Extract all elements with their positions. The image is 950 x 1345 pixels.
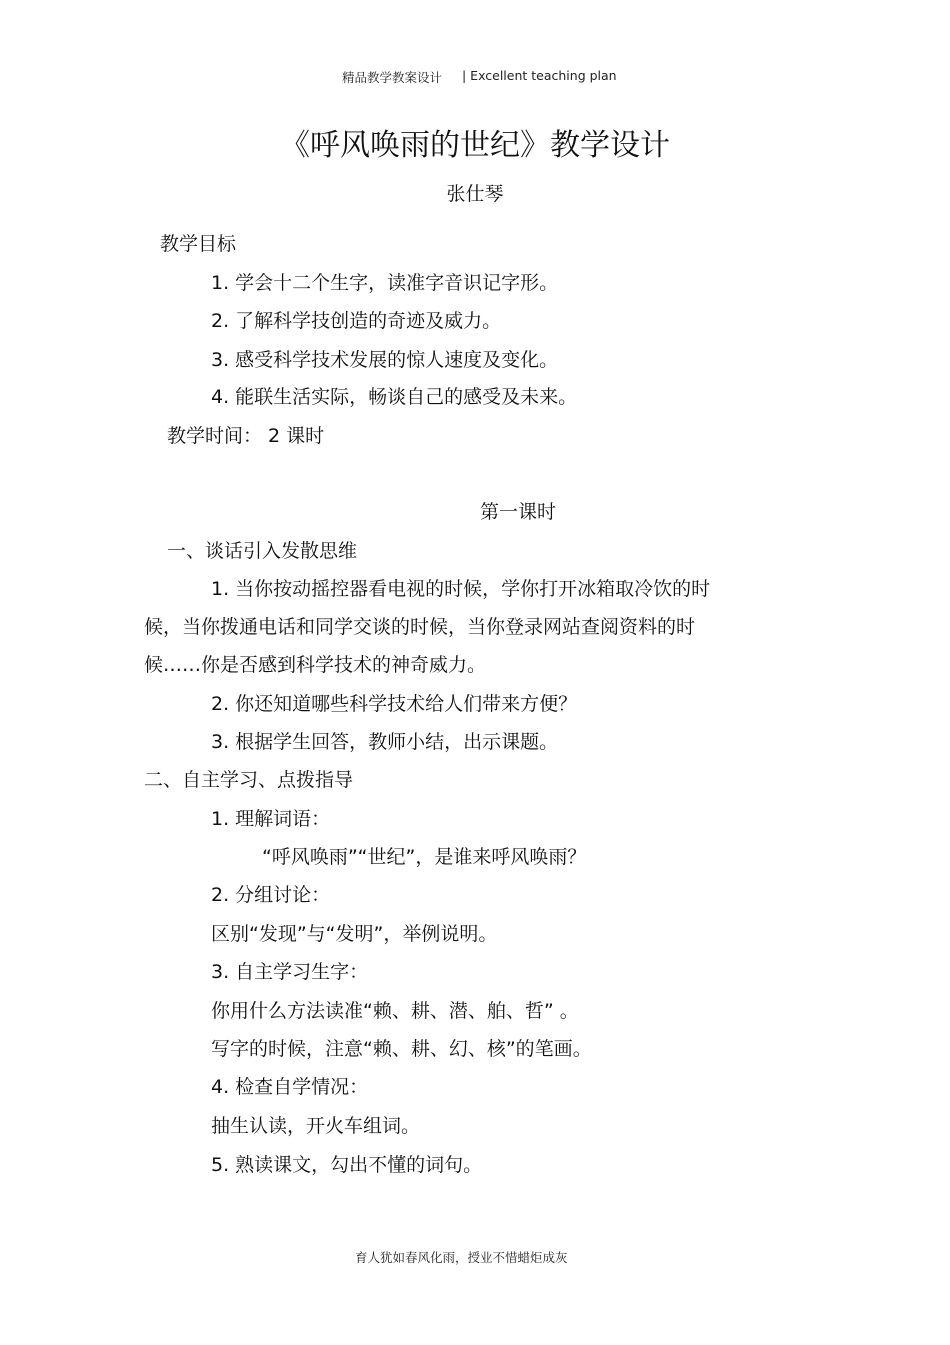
section2-item1: 1. 理解词语：: [211, 808, 331, 830]
section1-p3: 3. 根据学生回答，教师小结，出示课题。: [211, 731, 559, 753]
author-name-text: 张仕琴: [446, 183, 504, 205]
section2-heading: 二、自主学习、点拨指导: [144, 769, 354, 791]
author-name: [0, 179, 950, 206]
lesson-time: 教学时间： 2 课时: [167, 425, 325, 447]
section1-heading: 一、谈话引入发散思维: [167, 540, 358, 562]
section1-p1-line1: 1. 当你按动摇控器看电视的时候，学你打开冰箱取冷饮的时: [211, 578, 711, 600]
section1-p1-line3: 候……你是否感到科学技术的神奇威力。: [144, 654, 487, 676]
section2-item3: 3. 自主学习生字：: [211, 961, 369, 983]
goal-item-2: 2. 了解科学技创造的奇迹及威力。: [211, 310, 502, 332]
section2-item1-text: “呼风唤雨”“世纪”，是谁来呼风唤雨？: [262, 846, 587, 868]
goals-heading: 教学目标: [160, 233, 237, 255]
section2-item2: 2. 分组讨论：: [211, 884, 331, 906]
section2-item2-text: 区别“发现”与“发明”，举例说明。: [211, 923, 498, 945]
footer-text: 育人犹如春风化雨，授业不惜蜡炬成灰: [355, 1250, 568, 1265]
section1-p1-line2: 候，当你拨通电话和同学交谈的时候，当你登录网站查阅资料的时: [144, 616, 696, 638]
goal-item-3: 3. 感受科学技术发展的惊人速度及变化。: [211, 349, 559, 371]
section2-item3-text1: 你用什么方法读准“赖、耕、潜、舶、哲” 。: [211, 1000, 579, 1022]
section2-item5: 5. 熟读课文，勾出不懂的词句。: [211, 1154, 483, 1176]
goal-item-1: 1. 学会十二个生字，读准字音识记字形。: [211, 272, 559, 294]
section2-item4: 4. 检查自学情况：: [211, 1076, 369, 1098]
header-left-text: 精品教学教案设计: [342, 70, 443, 85]
section2-item3-text2: 写字的时候，注意“赖、耕、幻、核”的笔画。: [211, 1038, 592, 1060]
section1-p2: 2. 你还知道哪些科学技术给人们带来方便？: [211, 693, 578, 715]
lesson1-heading: 第一课时: [480, 501, 557, 523]
header-right-text: | Excellent teaching plan: [462, 68, 617, 83]
goal-item-4: 4. 能联生活实际，畅谈自己的感受及未来。: [211, 386, 578, 408]
document-title: 《呼风唤雨的世纪》教学设计: [280, 128, 670, 163]
section2-item4-text: 抽生认读，开火车组词。: [211, 1115, 421, 1137]
